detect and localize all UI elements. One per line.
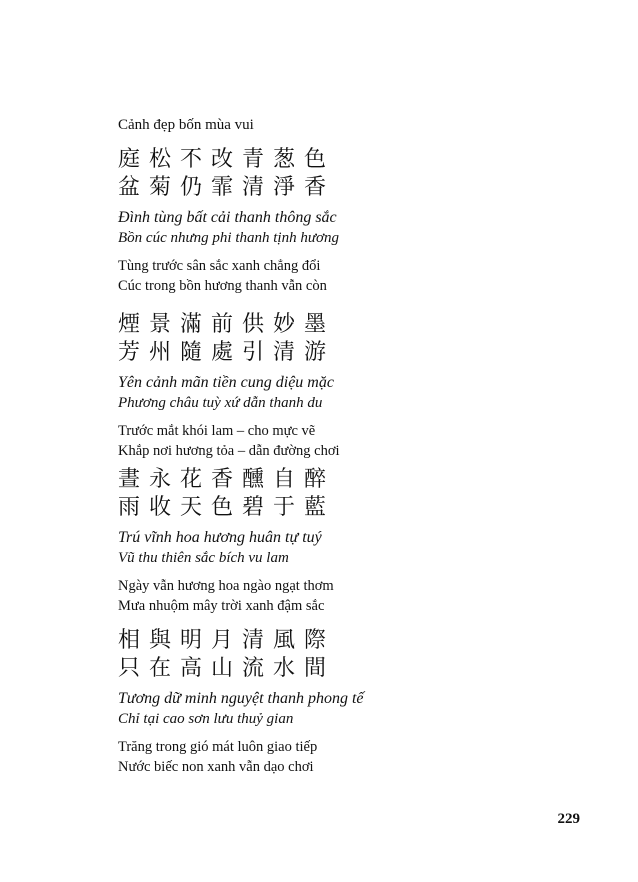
vietnamese-block (118, 421, 538, 461)
vietnamese-line: Khắp nơi hương tỏa – dẫn đường chơi (118, 443, 340, 459)
vietnamese-line: Trước mắt khói lam – cho mực vẽ (118, 423, 316, 439)
vietnamese-line: Nước biếc non xanh vẫn dạo chơi (118, 759, 314, 775)
transliteration-line: Trú vĩnh hoa hương huân tự tuý (118, 529, 322, 546)
transliteration-line: Bồn cúc nhưng phi thanh tịnh hương (118, 230, 340, 246)
transliteration-line: Phương châu tuỳ xứ dẫn thanh du (118, 395, 323, 411)
stanza-4 (118, 627, 538, 777)
transliteration-line: Vũ thu thiên sắc bích vu lam (118, 550, 289, 566)
stanza-2 (118, 311, 538, 461)
vietnamese-line: Trăng trong gió mát luôn giao tiếp (118, 739, 318, 755)
stanza-1 (118, 146, 538, 296)
transliteration-block (118, 373, 538, 413)
page-number: 229 (557, 811, 580, 827)
vietnamese-block (118, 256, 538, 296)
han-line: 相與明月清風際 (118, 628, 336, 653)
han-line: 煙景滿前供妙墨 (118, 312, 336, 337)
vietnamese-line: Cúc trong bồn hương thanh vẫn còn (118, 278, 327, 294)
transliteration-line: Chỉ tại cao sơn lưu thuỷ gian (118, 711, 294, 727)
poem-title: Cảnh đẹp bốn mùa vui (118, 117, 254, 133)
han-line: 芳州隨處引清游 (118, 340, 336, 365)
vietnamese-block (118, 737, 538, 777)
vietnamese-line: Mưa nhuộm mây trời xanh đậm sắc (118, 598, 325, 614)
transliteration-line: Tương dữ minh nguyệt thanh phong tế (118, 690, 364, 707)
vietnamese-line: Tùng trước sân sắc xanh chẳng đổi (118, 258, 321, 274)
transliteration-line: Đình tùng bất cải thanh thông sắc (118, 209, 337, 226)
han-line: 只在高山流水間 (118, 656, 336, 681)
vietnamese-line: Ngày vẫn hương hoa ngào ngạt thơm (118, 578, 334, 594)
transliteration-line: Yên cảnh mãn tiền cung diệu mặc (118, 374, 334, 391)
han-line: 庭松不改青葱色 (118, 147, 336, 172)
transliteration-block (118, 208, 538, 248)
transliteration-block (118, 528, 538, 568)
han-line: 晝永花香醺自醉 (118, 467, 336, 492)
han-line: 盆菊仍霏清淨香 (118, 175, 336, 200)
transliteration-block (118, 689, 538, 729)
han-line: 雨收天色碧于藍 (118, 495, 336, 520)
vietnamese-block (118, 576, 538, 616)
stanza-3 (118, 466, 538, 616)
